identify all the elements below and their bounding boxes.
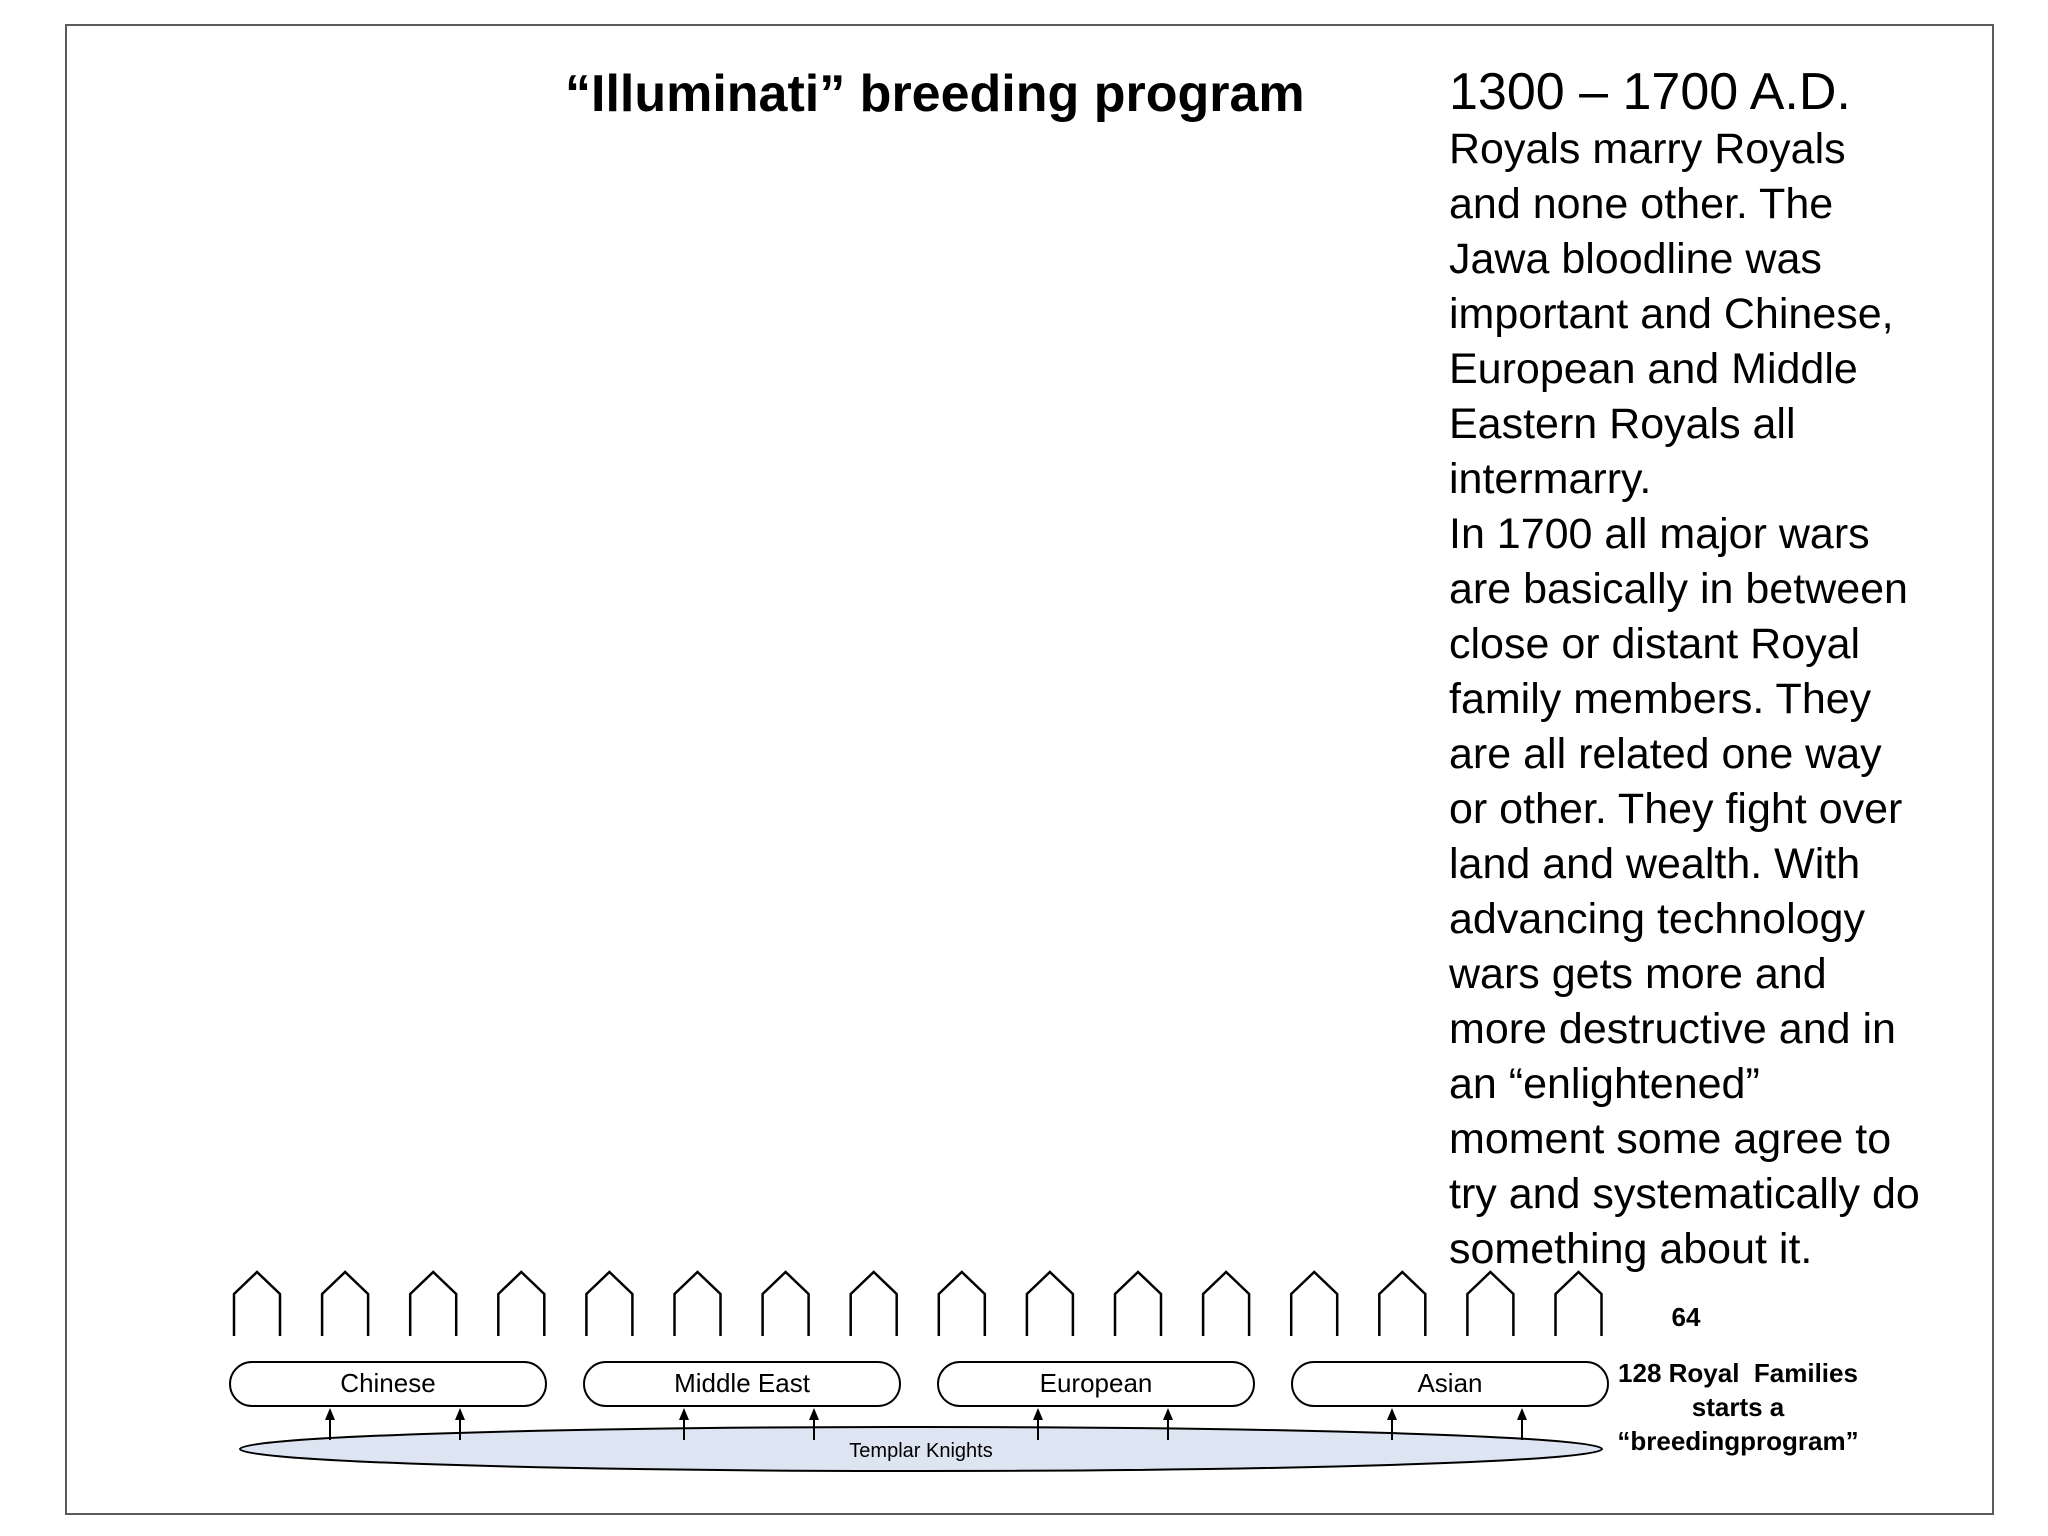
body-line: moment some agree to — [1449, 1115, 1892, 1163]
body-line: more destructive and in — [1449, 1005, 1896, 1053]
royal-house-icon — [851, 1272, 897, 1336]
body-line: Jawa bloodline was — [1449, 235, 1822, 283]
royal-house-icon — [1203, 1272, 1249, 1336]
body-line: and none other. The — [1449, 180, 1834, 228]
royal-house-icon — [234, 1272, 280, 1336]
caption-line: starts a — [1691, 1392, 1785, 1422]
royal-house-icon — [1467, 1272, 1513, 1336]
group-label: Asian — [1417, 1368, 1483, 1398]
group-label: European — [1039, 1368, 1153, 1398]
period-heading: 1300 – 1700 A.D. — [1449, 63, 1851, 121]
body-line: European and Middle — [1449, 345, 1858, 393]
royal-house-icon — [675, 1272, 721, 1336]
royal-house-icon — [1379, 1272, 1425, 1336]
body-line: an “enlightened” — [1449, 1060, 1760, 1108]
arrow-head-icon — [455, 1408, 465, 1420]
body-line: are all related one way — [1449, 730, 1882, 778]
body-line: advancing technology — [1449, 895, 1865, 943]
body-line: Eastern Royals all — [1449, 400, 1796, 448]
body-line: something about it. — [1449, 1225, 1813, 1273]
slide-title: “Illuminati” breeding program — [565, 65, 1305, 123]
royal-house-icon — [1027, 1272, 1073, 1336]
body-line: In 1700 all major wars — [1449, 510, 1870, 558]
count-label: 64 — [1671, 1302, 1701, 1332]
royal-house-icon — [1556, 1272, 1602, 1336]
arrow-head-icon — [679, 1408, 689, 1420]
royal-house-icon — [322, 1272, 368, 1336]
arrow-head-icon — [1033, 1408, 1043, 1420]
caption-line: 128 Royal Families — [1618, 1358, 1858, 1388]
royal-house-icon — [763, 1272, 809, 1336]
body-line: wars gets more and — [1449, 950, 1827, 998]
body-line: land and wealth. With — [1449, 840, 1861, 888]
royal-house-icon — [939, 1272, 985, 1336]
body-line: close or distant Royal — [1449, 620, 1861, 668]
arrow-head-icon — [1163, 1408, 1173, 1420]
body-line: or other. They fight over — [1449, 785, 1903, 833]
body-line: important and Chinese, — [1449, 290, 1894, 338]
group-label: Middle East — [674, 1368, 810, 1398]
royal-house-icon — [410, 1272, 456, 1336]
templar-knights-label: Templar Knights — [849, 1440, 993, 1462]
body-line: intermarry. — [1449, 455, 1652, 503]
arrow-head-icon — [1387, 1408, 1397, 1420]
arrow-head-icon — [809, 1408, 819, 1420]
body-line: are basically in between — [1449, 565, 1908, 613]
arrow-head-icon — [1517, 1408, 1527, 1420]
caption-line: “breedingprogram” — [1617, 1426, 1859, 1456]
royal-house-icon — [1291, 1272, 1337, 1336]
body-line: Royals marry Royals — [1449, 125, 1846, 173]
royal-house-icon — [1115, 1272, 1161, 1336]
arrow-head-icon — [325, 1408, 335, 1420]
body-line: family members. They — [1449, 675, 1872, 723]
group-label: Chinese — [340, 1368, 436, 1398]
body-line: try and systematically do — [1449, 1170, 1920, 1218]
royal-house-icon — [586, 1272, 632, 1336]
royal-house-icon — [498, 1272, 544, 1336]
